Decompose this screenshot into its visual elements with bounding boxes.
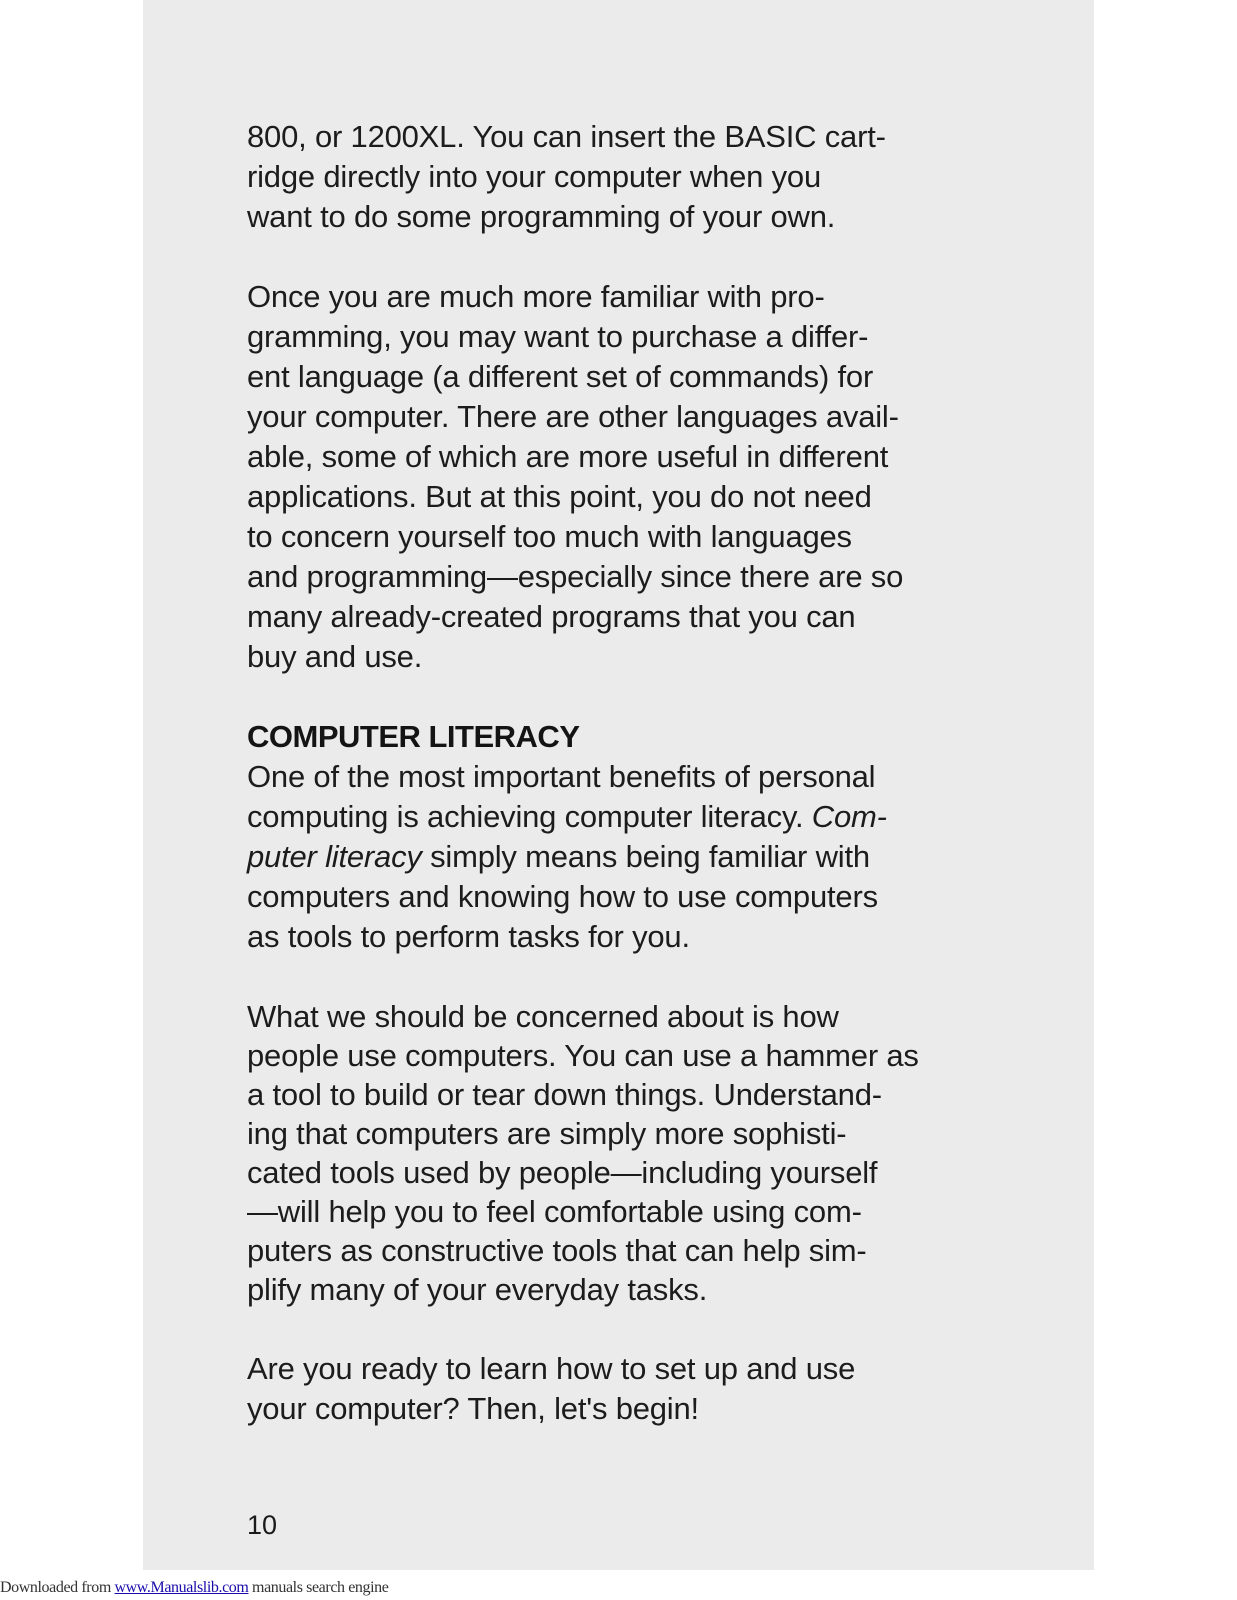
paragraph-5-line-1: Are you ready to learn how to set up and use bbox=[247, 1351, 856, 1386]
paragraph-4-line-2: people use computers. You can use a hammer as bbox=[247, 1038, 919, 1073]
paragraph-2-line-10: buy and use. bbox=[247, 639, 423, 674]
paragraph-3-line-2 bbox=[247, 797, 887, 837]
paragraph-2-line-7: to concern yourself too much with languages bbox=[247, 519, 852, 554]
paragraph-3-line-5: as tools to perform tasks for you. bbox=[247, 919, 690, 954]
paragraph-2-line-4: your computer. There are other languages avail- bbox=[247, 399, 899, 434]
paragraph-2-line-9: many already-created programs that you can bbox=[247, 599, 856, 634]
paragraph-2-line-1: Once you are much more familiar with pro- bbox=[247, 279, 825, 314]
page-number: 10 bbox=[247, 1510, 278, 1540]
manualslib-link[interactable]: www.Manualslib.com bbox=[114, 1579, 249, 1596]
paragraph-4-line-4: ing that computers are simply more sophisti- bbox=[247, 1116, 847, 1151]
footer-prefix: Downloaded from bbox=[0, 1579, 115, 1596]
paragraph-3-line-2-italic: Com- bbox=[811, 799, 887, 834]
paragraph-3-line-3-text: simply means being familiar with bbox=[421, 839, 870, 874]
paragraph-3-line-3 bbox=[247, 837, 870, 877]
paragraph-2-line-5: able, some of which are more useful in different bbox=[247, 439, 889, 474]
paragraph-3-line-3-italic: puter literacy bbox=[247, 839, 422, 874]
paragraph-4-line-7: puters as constructive tools that can help sim- bbox=[247, 1233, 867, 1268]
paragraph-5-line-2: your computer? Then, let's begin! bbox=[247, 1391, 699, 1426]
paragraph-2-line-2: gramming, you may want to purchase a differ- bbox=[247, 319, 869, 354]
paragraph-4-line-1: What we should be concerned about is how bbox=[247, 999, 839, 1034]
paragraph-4-line-3: a tool to build or tear down things. Understand- bbox=[247, 1077, 882, 1112]
paragraph-3-line-4: computers and knowing how to use computers bbox=[247, 879, 878, 914]
paragraph-4-line-6: —will help you to feel comfortable using com- bbox=[247, 1194, 862, 1229]
paragraph-4-line-5: cated tools used by people—including yourself bbox=[247, 1155, 878, 1190]
paragraph-3-line-2-text: computing is achieving computer literacy. bbox=[247, 799, 812, 834]
paragraph-2-line-3: ent language (a different set of commands) for bbox=[247, 359, 874, 394]
paragraph-1-line-1: 800, or 1200XL. You can insert the BASIC cart- bbox=[247, 119, 886, 154]
footer-suffix: manuals search engine bbox=[248, 1579, 389, 1596]
paragraph-1-line-2: ridge directly into your computer when you bbox=[247, 159, 822, 194]
paragraph-2-line-8: and programming—especially since there are so bbox=[247, 559, 904, 594]
paragraph-1-line-3: want to do some programming of your own. bbox=[247, 199, 836, 234]
download-footer bbox=[0, 1578, 388, 1598]
section-heading: COMPUTER LITERACY bbox=[247, 719, 580, 754]
paragraph-4-line-8: plify many of your everyday tasks. bbox=[247, 1272, 708, 1307]
paragraph-3-line-1: One of the most important benefits of personal bbox=[247, 759, 876, 794]
paragraph-2-line-6: applications. But at this point, you do not need bbox=[247, 479, 872, 514]
